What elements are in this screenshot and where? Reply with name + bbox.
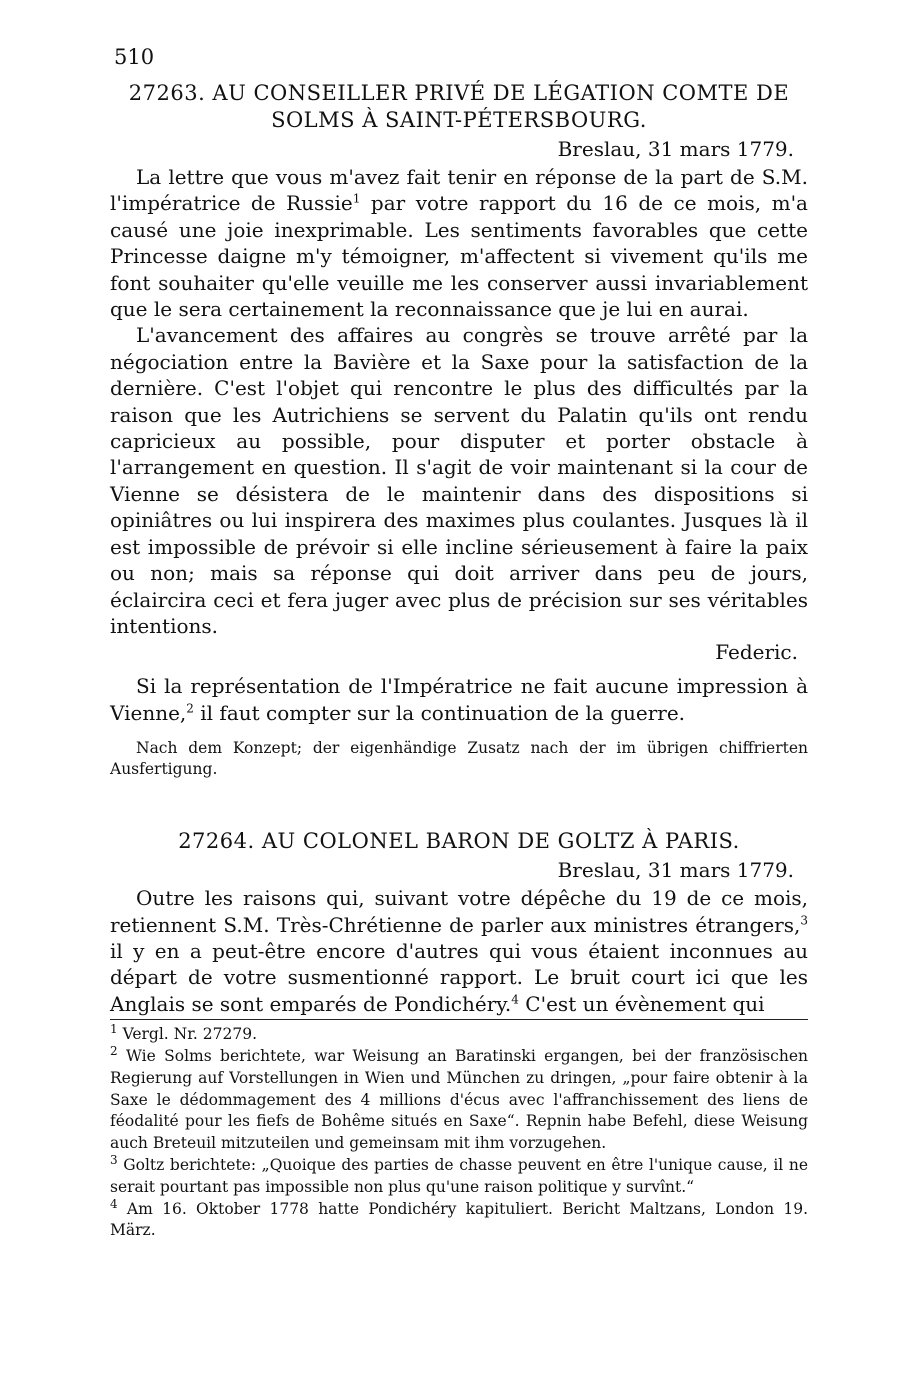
letter-27264 [110, 828, 808, 1017]
paragraph-text: La lettre que vous m'avez fait tenir en réponse de la part de S.M. l'impératrice de Russie [110, 165, 808, 216]
source-note: Nach dem Konzept; der eigenhändige Zusatz nach der im übrigen chiffrierten Ausfertigung. [110, 739, 808, 779]
footnote [110, 1152, 808, 1199]
footnote-text: Goltz berichtete: „Quoique des parties de chasse peuvent en être l'unique cause, il ne serait pourtant pas impossible non plus qu'une raison politique y survînt.“ [110, 1155, 808, 1196]
footnote-ref: 2 [186, 701, 194, 716]
postscript-text: il faut compter sur la continuation de la guerre. [193, 700, 686, 725]
footnote-mark: 4 [110, 1196, 118, 1211]
footnote [110, 1196, 808, 1243]
paragraph: L'avancement des affaires au congrès se trouve arrêté par la négociation entre la Bavière et la Saxe pour la satisfaction de la dernière. C'est l'objet qui rencontre le plus des difficultés par la raison que les Autrichiens se servent du Palatin qu'ils ont rendu capricieux au possible, pour disputer et porter obstacle à l'arrangement en question. Il s'agit de voir maintenant si la cour de Vienne se désistera de le maintenir dans des dispositions si opiniâtres ou lui inspirera des maximes plus coulantes. Jusques là il est impossible de prévoir si elle incline sérieusement à faire la paix ou non; mais sa réponse qui doit arriver dans peu de jours, éclaircira ceci et fera juger avec plus de précision sur ses véritables intentions. [110, 323, 808, 638]
letter-dateline: Breslau, 31 mars 1779. [557, 858, 794, 883]
paragraph-text: Outre les raisons qui, suivant votre dépêche du 19 de ce mois, retiennent S.M. Très-Chrétienne de parler aux ministres étrangers, [110, 886, 808, 937]
paragraph-text: il y en a peut-être encore d'autres qui vous étaient inconnues au départ de votre susmentionné rapport. Le bruit court ici que les Anglais se sont emparés de Pondichéry. [110, 938, 808, 1016]
letter-title: 27264. AU COLONEL BARON DE GOLTZ À PARIS. [178, 829, 740, 854]
letter-title [110, 80, 808, 134]
footnote-mark: 3 [110, 1152, 118, 1167]
paragraph [110, 885, 808, 1017]
footnote-text: Wie Solms berichtete, war Weisung an Baratinski ergangen, bei der französischen Regierung auf Vorstellungen in Wien und München zu dringen, „pour faire obtenir à la Saxe le dédommagement des 4 millions d'écus avec l'affranchissement des liens de féodalité pour les fiefs de Bohême situés en Saxe“. Repnin habe Befehl, diese Weisung auch Breteuil mitzuteilen und gemeinsam mit ihm vorzugehen. [110, 1046, 808, 1153]
letter-27263 [110, 80, 808, 780]
footnote [110, 1043, 808, 1155]
letter-body [110, 885, 808, 1017]
postscript [110, 673, 808, 726]
paragraph [110, 164, 808, 322]
footnote-ref: 1 [352, 191, 361, 206]
footnote-text: Am 16. Oktober 1778 hatte Pondichéry kapituliert. Bericht Maltzans, London 19. März. [110, 1199, 808, 1240]
postscript-text: Si la représentation de l'Impératrice ne fait aucune impression à Vienne, [110, 674, 808, 725]
letter-title-line-2: SOLMS À SAINT-PÉTERSBOURG. [271, 108, 647, 132]
letter-title-line-1: 27263. AU CONSEILLER PRIVÉ DE LÉGATION COMTE DE [128, 81, 790, 105]
footnote-mark: 1 [110, 1022, 118, 1036]
page-number: 510 [114, 45, 155, 69]
footnote-mark: 2 [110, 1043, 118, 1058]
footnote [110, 1024, 808, 1046]
paragraph-text: par votre rapport du 16 de ce mois, m'a causé une joie inexprimable. Les sentiments favorables que cette Princesse daigne m'y témoigner, m'affectent si vivement qu'ils me font souhaiter qu'elle veuille me les conserver aussi invariablement que le sera certainement la reconnaissance que je lui en aurai. [110, 191, 808, 322]
footnotes [110, 1019, 808, 1242]
signature: Federic. [715, 640, 798, 665]
footnote-text: Vergl. Nr. 27279. [117, 1025, 258, 1044]
letter-dateline: Breslau, 31 mars 1779. [557, 137, 794, 161]
footnote-ref: 3 [800, 912, 808, 927]
letter-body [110, 164, 808, 639]
paragraph-text: C'est un évènement qui [518, 991, 765, 1016]
footnote-ref: 4 [511, 992, 519, 1007]
